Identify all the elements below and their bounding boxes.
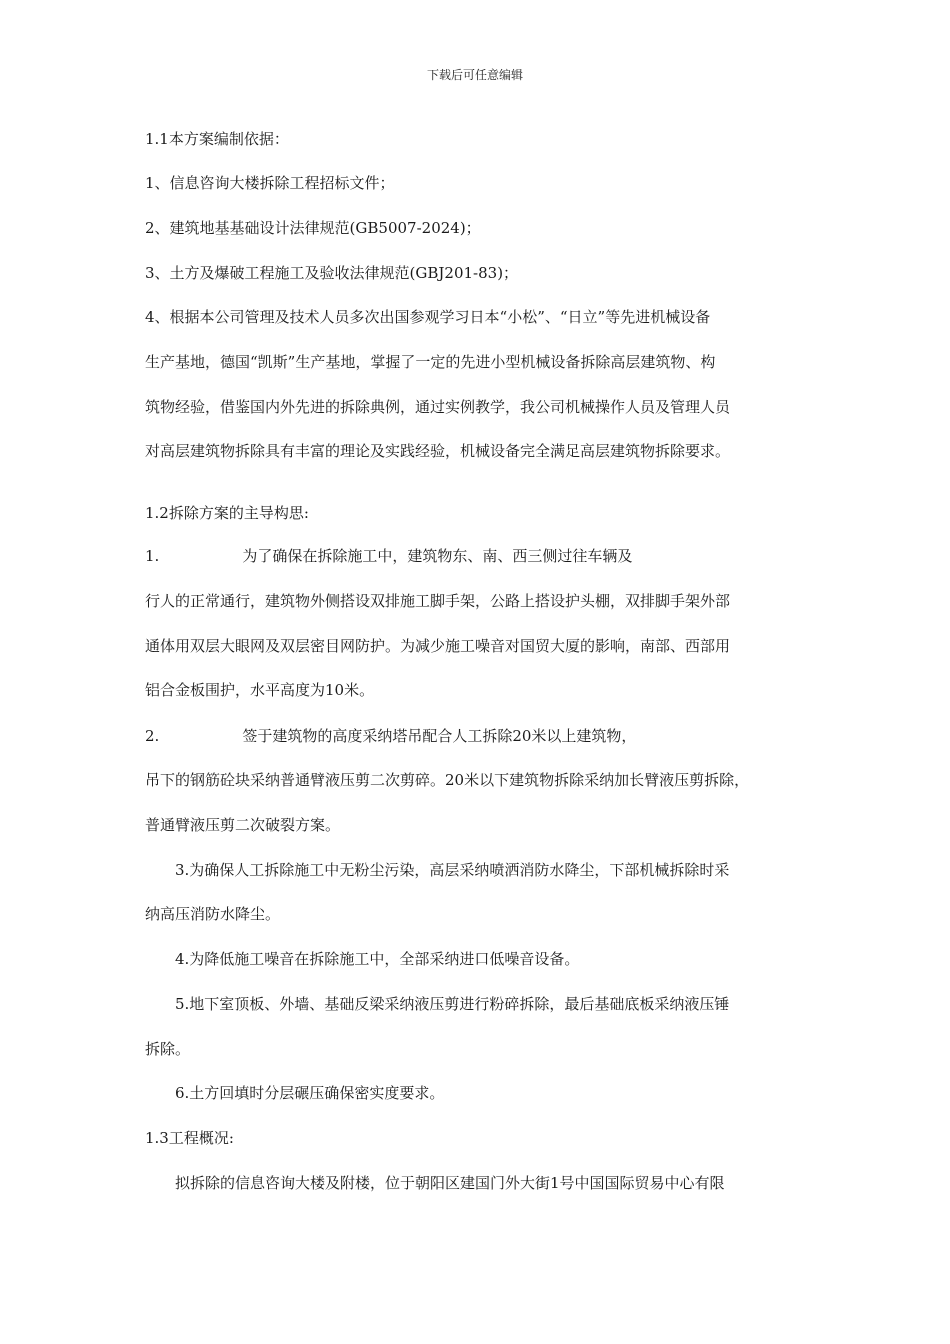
paragraph-line: 3、土方及爆破工程施工及验收法律规范(GBJ201-83)； [145,264,519,282]
page-header: 下载后可任意编辑 [426,68,523,82]
paragraph-line: 5.地下室顶板、外墙、基础反梁采纳液压剪进行粉碎拆除，最后基础底板采纳液压锤 [175,995,730,1013]
paragraph-line: 通体用双层大眼网及双层密目网防护。为减少施工噪音对国贸大厦的影响，南部、西部用 [145,637,731,655]
paragraph-line: 行人的正常通行，建筑物外侧搭设双排施工脚手架，公路上搭设护头棚，双排脚手架外部 [145,592,731,610]
paragraph-line: 铝合金板围护，水平高度为10米。 [145,681,375,699]
paragraph-line: 4.为降低施工噪音在拆除施工中，全部采纳进口低噪音设备。 [175,950,580,968]
section-heading-1-2: 1.2拆除方案的主导构思: [145,504,309,522]
paragraph-line: 6.土方回填时分层碾压确保密实度要求。 [175,1084,445,1102]
section-heading-1-3: 1.3工程概况: [145,1129,234,1147]
paragraph-line: 筑物经验，借鉴国内外先进的拆除典例，通过实例教学，我公司机械操作人员及管理人员 [145,398,731,416]
list-number: 2. [145,727,160,745]
paragraph-line: 2、建筑地基基础设计法律规范(GB5007-2024)； [145,219,481,237]
paragraph-line: 1、信息咨询大楼拆除工程招标文件； [145,174,395,192]
paragraph-line: 普通臂液压剪二次破裂方案。 [145,816,341,834]
section-heading-1-1: 1.1本方案编制依据： [145,130,289,148]
paragraph-line: 拟拆除的信息咨询大楼及附楼，位于朝阳区建国门外大街1号中国国际贸易中心有限 [175,1174,725,1192]
list-item-1 [145,546,632,566]
paragraph-line: 对高层建筑物拆除具有丰富的理论及实践经验，机械设备完全满足高层建筑物拆除要求。 [145,442,731,460]
list-number: 1. [145,547,160,565]
list-item-2 [145,726,636,746]
paragraph-line: 吊下的钢筋砼块采纳普通臂液压剪二次剪碎。20米以下建筑物拆除采纳加长臂液压剪拆除， [145,771,750,789]
list-item-text: 签于建筑物的高度采纳塔吊配合人工拆除20米以上建筑物， [242,727,637,745]
paragraph-line: 拆除。 [145,1040,191,1058]
paragraph-line: 4、根据本公司管理及技术人员多次出国参观学习日本“小松”、“日立”等先进机械设备 [145,308,711,326]
paragraph-line: 生产基地，德国“凯斯”生产基地，掌握了一定的先进小型机械设备拆除高层建筑物、构 [145,353,716,371]
paragraph-line: 3.为确保人工拆除施工中无粉尘污染，高层采纳喷洒消防水降尘，下部机械拆除时采 [175,861,730,879]
list-item-text: 为了确保在拆除施工中，建筑物东、南、西三侧过往车辆及 [242,547,633,565]
paragraph-line: 纳高压消防水降尘。 [145,905,281,923]
